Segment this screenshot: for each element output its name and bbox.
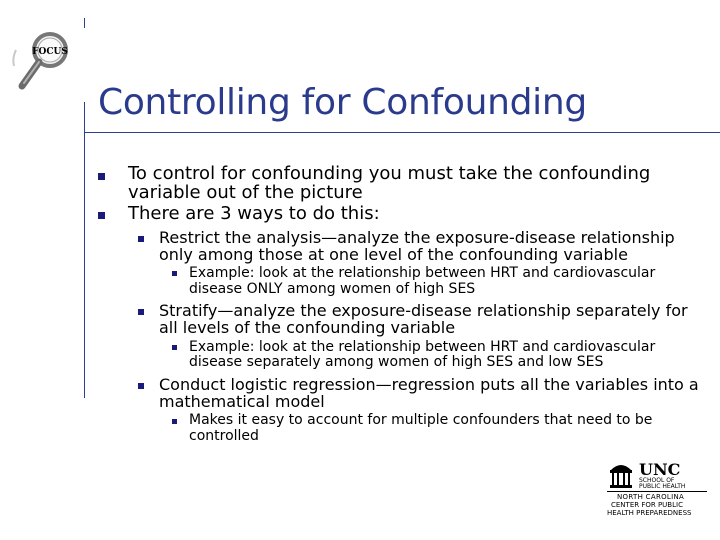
- method-1-line-2: only among those at one level of the confounding variable: [159, 245, 628, 264]
- method-3-line-1: Conduct logistic regression—regression puts all the variables into a: [159, 375, 699, 394]
- bullet-1-line-2: variable out of the picture: [128, 182, 363, 203]
- sub-bullet-marker: [138, 309, 144, 315]
- sub-sub-bullet-marker: [172, 419, 177, 424]
- title-underline: [84, 132, 720, 133]
- unc-wordmark: UNC: [639, 460, 681, 479]
- method-3-example-line-1: Makes it easy to account for multiple confounders that need to be: [189, 412, 653, 428]
- unc-public-health-line: PUBLIC HEALTH: [639, 483, 686, 490]
- sub-sub-bullet-marker: [172, 345, 177, 350]
- sub-bullet-marker: [138, 236, 144, 242]
- method-2-line-1: Stratify—analyze the exposure-disease relationship separately for: [159, 301, 688, 320]
- method-2-example-line-2: disease separately among women of high SES and low SES: [189, 354, 604, 370]
- method-2-example-line-1: Example: look at the relationship between HRT and cardiovascular: [189, 339, 656, 355]
- logo-text: FOCUS: [32, 47, 68, 57]
- sub-sub-bullet-marker: [172, 271, 177, 276]
- method-2-line-2: all levels of the confounding variable: [159, 318, 456, 337]
- nc-center-line-3: HEALTH PREPAREDNESS: [607, 509, 692, 517]
- logo-divider: [607, 491, 707, 492]
- method-1-line-1: Restrict the analysis—analyze the exposure-disease relationship: [159, 228, 675, 247]
- method-1-example-line-1: Example: look at the relationship between HRT and cardiovascular: [189, 265, 656, 281]
- method-3-line-2: mathematical model: [159, 392, 325, 411]
- method-3-example-line-2: controlled: [189, 428, 259, 444]
- bullet-marker: [98, 173, 105, 180]
- method-1-example-line-2: disease ONLY among women of high SES: [189, 281, 476, 297]
- nc-center-line-1: NORTH CAROLINA: [617, 493, 685, 501]
- unc-school-line: SCHOOL OF: [639, 477, 675, 484]
- nc-center-line-2: CENTER FOR PUBLIC: [611, 501, 683, 509]
- unc-public-health-logo: [605, 460, 709, 516]
- old-well-icon: [609, 462, 633, 490]
- sub-bullet-marker: [138, 383, 144, 389]
- bullet-marker: [98, 212, 105, 219]
- slide-title: Controlling for Confounding: [98, 82, 587, 123]
- bullet-1-line-1: To control for confounding you must take the confounding: [128, 163, 651, 184]
- focus-magnifier-logo: [10, 28, 86, 102]
- bullet-2-line-1: There are 3 ways to do this:: [128, 203, 380, 224]
